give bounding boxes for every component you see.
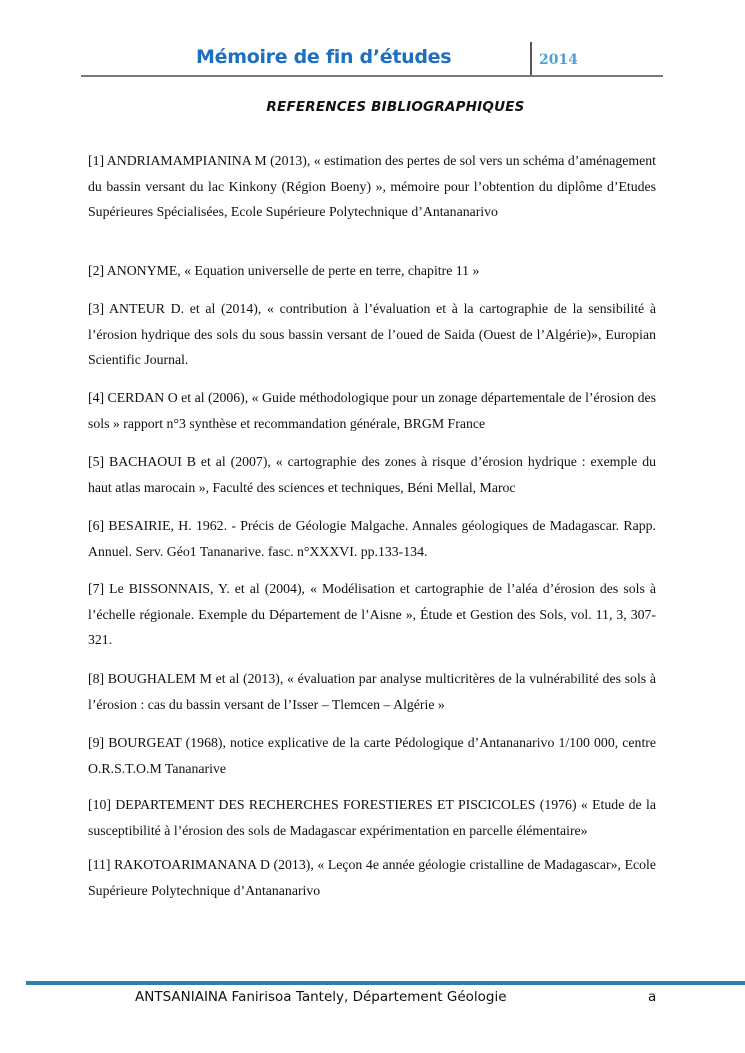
header-year: 2014 [539, 52, 578, 68]
reference-8: [8] BOUGHALEM M et al (2013), « évaluation par analyse multicritères de la vulnérabilité des sols à l’érosion : cas du bassin versant de l’Isser – Tlemcen – Algérie » [88, 671, 656, 712]
reference-5: [5] BACHAOUI B et al (2007), « cartographie des zones à risque d’érosion hydrique : exemple du haut atlas marocain », Faculté des sciences et techniques, Béni Mellal, Maroc [88, 454, 656, 495]
page-number: a [648, 989, 657, 1005]
reference-10: [10] DEPARTEMENT DES RECHERCHES FORESTIERES ET PISCICOLES (1976) « Etude de la susceptibilité à l’érosion des sols de Madagascar expérimentation en parcelle élémentaire» [88, 797, 656, 838]
footer-rule [26, 981, 745, 985]
reference-3: [3] ANTEUR D. et al (2014), « contribution à l’évaluation et à la cartographie de la sensibilité à l’érosion hydrique des sols du sous bassin versant de l’oued de Saida (Ouest de l’Algérie)», Europian Scientific Journal. [88, 301, 656, 367]
reference-4: [4] CERDAN O et al (2006), « Guide méthodologique pour un zonage départementale de l’érosion des sols » rapport n°3 synthèse et recommandation générale, BRGM France [88, 390, 656, 431]
reference-2: [2] ANONYME, « Equation universelle de perte en terre, chapitre 11 » [88, 263, 480, 278]
reference-9: [9] BOURGEAT (1968), notice explicative de la carte Pédologique d’Antananarivo 1/100 000, centre O.R.S.T.O.M Tananarive [88, 735, 656, 776]
reference-6: [6] BESAIRIE, H. 1962. - Précis de Géologie Malgache. Annales géologiques de Madagascar. Rapp. Annuel. Serv. Géo1 Tananarive. fasc. n°XXXVI. pp.133-134. [88, 518, 656, 559]
page-title: REFERENCES BIBLIOGRAPHIQUES [266, 99, 525, 115]
header-divider [530, 42, 532, 76]
header-rule [81, 75, 663, 77]
reference-1: [1] ANDRIAMAMPIANINA M (2013), « estimation des pertes de sol vers un schéma d’aménagement du bassin versant du lac Kinkony (Région Boeny) », mémoire pour l’obtention du diplôme d’Etudes Supérieures Spécialisées, Ecole Supérieure Polytechnique d’Antananarivo [88, 153, 656, 219]
reference-7: [7] Le BISSONNAIS, Y. et al (2004), « Modélisation et cartographie de l’aléa d’érosion des sols à l’échelle régionale. Exemple du Département de l’Aisne », Étude et Gestion des Sols, vol. 11, 3, 307-321. [88, 581, 656, 647]
header-title: Mémoire de fin d’études [196, 46, 452, 68]
reference-11: [11] RAKOTOARIMANANA D (2013), « Leçon 4e année géologie cristalline de Madagascar», Ecole Supérieure Polytechnique d’Antananarivo [88, 857, 656, 898]
footer-author: ANTSANIAINA Fanirisoa Tantely, Département Géologie [135, 989, 507, 1005]
